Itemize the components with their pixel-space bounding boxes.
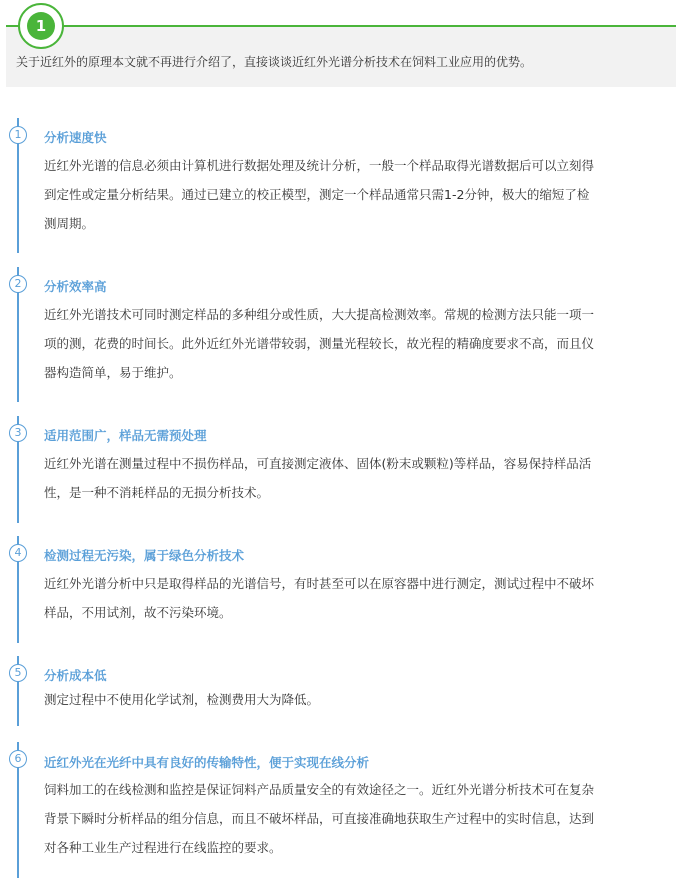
body-line: 测周期。 (44, 216, 95, 231)
section-body (44, 685, 668, 714)
section-number-icon: 5 (9, 664, 27, 682)
body-line: 性，是一种不消耗样品的无损分析技术。 (44, 485, 270, 500)
section-number-icon: 3 (9, 424, 27, 442)
section-5 (0, 656, 699, 726)
section-title: 分析成本低 (44, 668, 107, 683)
section-4 (0, 536, 699, 643)
section-number-icon: 1 (9, 126, 27, 144)
section-number-icon: 4 (9, 544, 27, 562)
body-line: 样品，不用试剂，故不污染环境。 (44, 605, 232, 620)
body-line: 项的测，花费的时间长。此外近红外光谱带较弱，测量光程较长，故光程的精确度要求不高，而且仪 (44, 336, 595, 351)
section-body (44, 151, 668, 238)
body-line: 背景下瞬时分析样品的组分信息，而且不破坏样品，可直接准确地获取生产过程中的实时信息，达到 (44, 811, 595, 826)
body-line: 近红外光谱分析中只是取得样品的光谱信号，有时甚至可以在原容器中进行测定，测试过程中不破坏 (44, 576, 595, 591)
section-title: 分析速度快 (44, 130, 107, 145)
section-number-icon: 6 (9, 750, 27, 768)
section-body (44, 569, 668, 627)
section-title: 适用范围广，样品无需预处理 (44, 428, 207, 443)
section-number-icon: 2 (9, 275, 27, 293)
step-header (6, 0, 676, 87)
body-line: 到定性或定量分析结果。通过已建立的校正模型，测定一个样品通常只需1-2分钟，极大的缩短了检 (44, 187, 590, 202)
section-body (44, 300, 668, 387)
step-number-badge: 1 (27, 12, 55, 40)
body-line: 器构造简单，易于维护。 (44, 365, 182, 380)
section-1 (0, 118, 699, 253)
section-title: 近红外光在光纤中具有良好的传输特性，便于实现在线分析 (44, 755, 370, 770)
body-line: 近红外光谱在测量过程中不损伤样品，可直接测定液体、固体(粉末或颗粒)等样品，容易保持样品活 (44, 456, 592, 471)
section-title: 检测过程无污染，属于绿色分析技术 (44, 548, 245, 563)
section-6 (0, 742, 699, 878)
header-divider (6, 25, 676, 27)
body-line: 近红外光谱技术可同时测定样品的多种组分或性质，大大提高检测效率。常规的检测方法只能一项一 (44, 307, 595, 322)
section-2 (0, 267, 699, 402)
section-body (44, 449, 668, 507)
body-line: 对各种工业生产过程进行在线监控的要求。 (44, 840, 282, 855)
body-line: 饲料加工的在线检测和监控是保证饲料产品质量安全的有效途径之一。近红外光谱分析技术可在复杂 (44, 782, 595, 797)
section-body (44, 775, 668, 862)
body-line: 近红外光谱的信息必须由计算机进行数据处理及统计分析，一般一个样品取得光谱数据后可以立刻得 (44, 158, 595, 173)
intro-text: 关于近红外的原理本文就不再进行介绍了，直接谈谈近红外光谱分析技术在饲料工业应用的优势。 (16, 55, 533, 69)
section-3 (0, 416, 699, 523)
section-title: 分析效率高 (44, 279, 107, 294)
body-line: 测定过程中不使用化学试剂，检测费用大为降低。 (44, 692, 320, 707)
